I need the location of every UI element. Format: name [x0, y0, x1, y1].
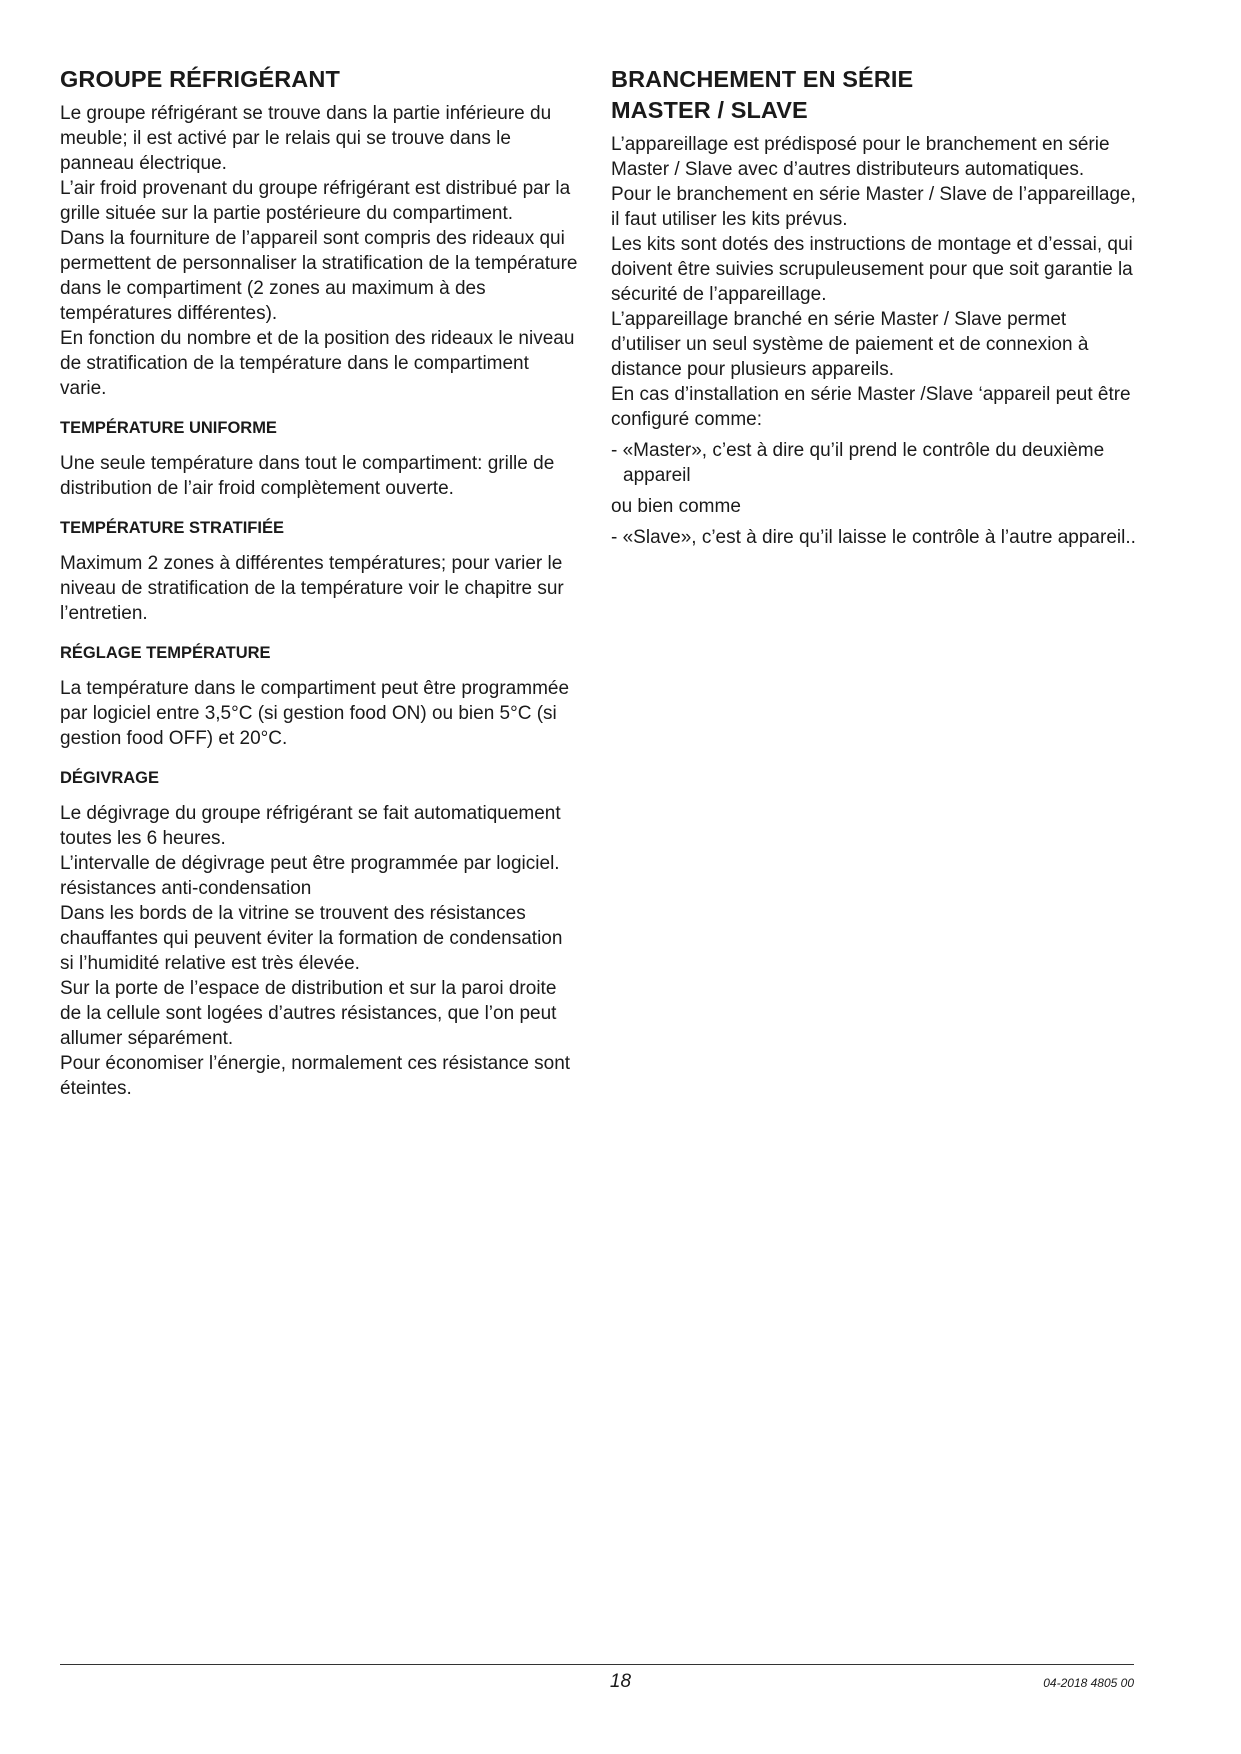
paragraph: L’air froid provenant du groupe réfrigérant est distribué par la grille située sur la partie postérieure du compartiment.: [60, 178, 571, 224]
uniforme-text: [60, 451, 580, 501]
subheading-degivrage: DÉGIVRAGE: [60, 769, 160, 787]
paragraph: Le groupe réfrigérant se trouve dans la partie inférieure du meuble; il est activé par le relais qui se trouve dans le panneau électrique.: [60, 103, 552, 174]
paragraph: En cas d’installation en série Master /Slave ‘appareil peut être configuré comme:: [611, 384, 1131, 430]
paragraph: Pour économiser l’énergie, normalement ces résistance sont éteintes.: [60, 1053, 571, 1099]
intro-text: [60, 101, 580, 401]
paragraph: Le dégivrage du groupe réfrigérant se fait automatiquement toutes les 6 heures.: [60, 803, 561, 849]
paragraph: Sur la porte de l’espace de distribution et sur la paroi droite de la cellule sont logées d’autres résistances, que l’on peut allumer séparément.: [60, 978, 557, 1049]
list-item-slave: - «Slave», c’est à dire qu’il laisse le contrôle à l’autre appareil..: [611, 527, 1136, 548]
list-item-master: - «Master», c’est à dire qu’il prend le contrôle du deuxième appareil: [611, 440, 1105, 486]
paragraph: Dans les bords de la vitrine se trouvent des résistances chauffantes qui peuvent éviter la formation de condensation si l’humidité relative est très élevée.: [60, 903, 563, 974]
paragraph: Dans la fourniture de l’appareil sont compris des rideaux qui permettent de personnaliser la stratification de la température dans le compartiment (2 zones au maximum à des températures différentes).: [60, 228, 578, 324]
subheading-temperature-stratifiee: TEMPÉRATURE STRATIFIÉE: [60, 519, 284, 537]
paragraph: Pour le branchement en série Master / Slave de l’appareillage, il faut utiliser les kits prévus.: [611, 184, 1136, 230]
left-column: [60, 64, 580, 1101]
document-code: 04-2018 4805 00: [1043, 1676, 1134, 1690]
page-number: 18: [609, 1671, 632, 1692]
branchement-text: [611, 132, 1141, 432]
degivrage-text: [60, 801, 580, 1101]
paragraph: Maximum 2 zones à différentes températures; pour varier le niveau de stratification de la température voir le chapitre sur l’entretien.: [60, 553, 564, 624]
subheading-reglage-temperature: RÉGLAGE TEMPÉRATURE: [60, 644, 271, 662]
paragraph: L’appareillage branché en série Master / Slave permet d’utiliser un seul système de paiement et de connexion à distance pour plusieurs appareils.: [611, 309, 1089, 380]
section-title-branchement-line1: BRANCHEMENT EN SÉRIE: [611, 66, 914, 92]
paragraph: En fonction du nombre et de la position des rideaux le niveau de stratification de la température dans le compartiment varie.: [60, 328, 575, 399]
paragraph: Une seule température dans tout le compartiment: grille de distribution de l’air froid complètement ouverte.: [60, 453, 555, 499]
paragraph: L’intervalle de dégivrage peut être programmée par logiciel.: [60, 853, 560, 874]
subheading-temperature-uniforme: TEMPÉRATURE UNIFORME: [60, 419, 277, 437]
section-title-groupe-refrigerant: GROUPE RÉFRIGÉRANT: [60, 66, 340, 92]
footer-divider: [60, 1664, 1134, 1665]
right-column: [611, 64, 1141, 556]
stratifiee-text: [60, 551, 580, 626]
connector-text: ou bien comme: [611, 496, 741, 517]
paragraph: résistances anti-condensation: [60, 878, 312, 899]
paragraph: Les kits sont dotés des instructions de montage et d’essai, qui doivent être suivies scrupuleusement pour que soit garantie la sécurité de l’appareillage.: [611, 234, 1133, 305]
reglage-text: [60, 676, 580, 751]
paragraph: L’appareillage est prédisposé pour le branchement en série Master / Slave avec d’autres distributeurs automatiques.: [611, 134, 1110, 180]
paragraph: La température dans le compartiment peut être programmée par logiciel entre 3,5°C (si gestion food ON) ou bien 5°C (si gestion food OFF) et 20°C.: [60, 678, 570, 749]
section-title-branchement-line2: MASTER / SLAVE: [611, 97, 808, 123]
